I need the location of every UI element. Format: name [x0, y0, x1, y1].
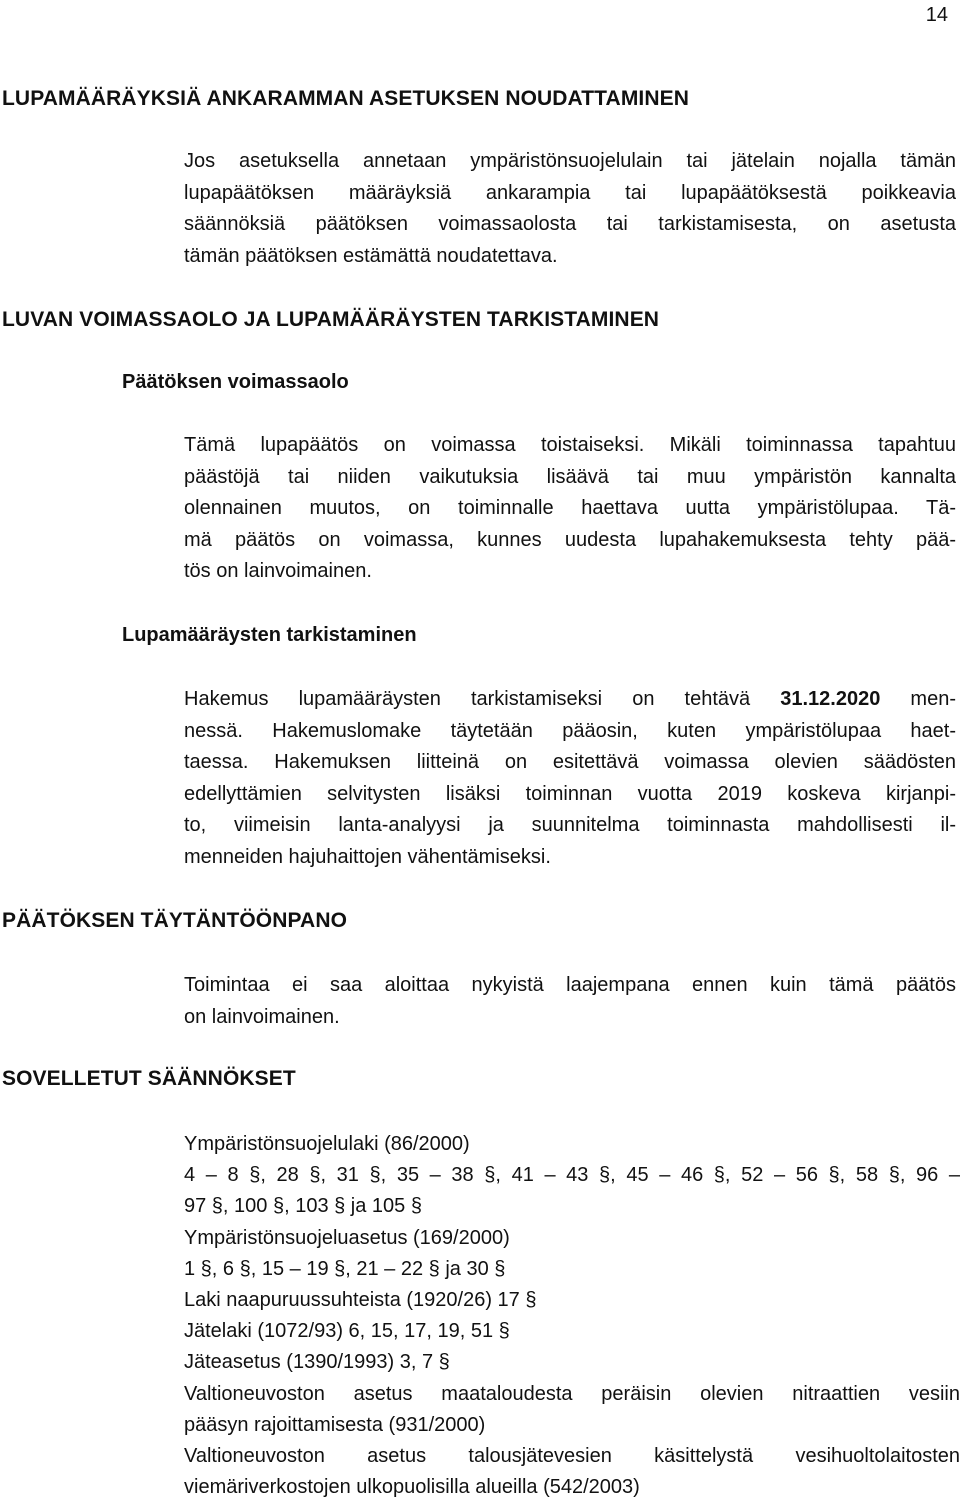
text-line: on lainvoimainen. — [184, 1005, 340, 1028]
text-line: Tämä lupapäätös on voimassa toistaiseksi. Mikäli toiminnassa tapahtuu — [184, 434, 956, 456]
text-line: mä päätös on voimassa, kunnes uudesta lupahakemuksesta tehty pää- — [184, 528, 956, 551]
text-line: Jos asetuksella annetaan ympäristönsuojelulain tai jätelain nojalla tämän — [184, 150, 956, 172]
list-item: Valtioneuvoston asetus talousjätevesien käsittelystä vesihuoltolaitosten — [184, 1445, 960, 1468]
paragraph-strict-rules — [184, 146, 956, 272]
text-line: to, viimeisin lanta-analyysi ja suunnitelma toiminnasta mahdollisesti il- — [184, 814, 956, 837]
text-segment: men- — [880, 688, 957, 710]
paragraph-decision-validity — [184, 430, 956, 588]
text-line: tös on lainvoimainen. — [184, 560, 372, 583]
text-line: tämän päätöksen estämättä noudatettava. — [184, 244, 558, 267]
subheading-decision-validity: Päätöksen voimassaolo — [122, 371, 349, 393]
text-line: lupapäätöksen määräyksiä ankarampia tai lupapäätöksestä poikkeavia — [184, 181, 956, 204]
text-line — [184, 684, 956, 716]
heading-strict-rules: LUPAMÄÄRÄYKSIÄ ANKARAMMAN ASETUKSEN NOUDATTAMINEN — [2, 87, 689, 110]
text-line: päästöjä tai niiden vaikutuksia lisäävä tai muu ympäristön kannalta — [184, 465, 956, 488]
deadline-date: 31.12.2020 — [780, 688, 881, 710]
text-line: edellyttämien selvitysten lisäksi toiminnan vuotta 2019 koskeva kirjanpi- — [184, 782, 956, 805]
text-line: olennainen muutos, on toiminnalle haettava uutta ympäristölupaa. Tä- — [184, 497, 956, 520]
subheading-review: Lupamääräysten tarkistaminen — [122, 624, 417, 646]
list-item: 1 §, 6 §, 15 – 19 §, 21 – 22 § ja 30 § — [184, 1257, 506, 1280]
list-item: 97 §, 100 §, 103 § ja 105 § — [184, 1195, 422, 1218]
list-item: Laki naapuruussuhteista (1920/26) 17 § — [184, 1289, 537, 1312]
text-segment: Hakemus lupamääräysten tarkistamiseksi on tehtävä — [184, 688, 781, 710]
text-line: säännöksiä päätöksen voimassaolosta tai tarkistamisesta, on asetusta — [184, 213, 956, 236]
list-item: Ympäristönsuojeluasetus (169/2000) — [184, 1226, 510, 1249]
list-applied-provisions — [184, 1129, 960, 1503]
list-item: viemäriverkostojen ulkopuolisilla alueilla (542/2003) — [184, 1476, 640, 1499]
list-item: Valtioneuvoston asetus maataloudesta peräisin olevien nitraattien vesiin — [184, 1382, 960, 1405]
text-line: menneiden hajuhaittojen vähentämiseksi. — [184, 845, 551, 868]
paragraph-review — [184, 684, 956, 874]
heading-validity: LUVAN VOIMASSAOLO JA LUPAMÄÄRÄYSTEN TARKISTAMINEN — [2, 308, 660, 331]
text-line: nessä. Hakemuslomake täytetään pääosin, kuten ympäristölupaa haet- — [184, 719, 956, 742]
paragraph-enforcement — [184, 970, 956, 1033]
page-number: 14 — [925, 4, 948, 26]
heading-applied-provisions: SOVELLETUT SÄÄNNÖKSET — [2, 1067, 296, 1090]
list-item: Jäteasetus (1390/1993) 3, 7 § — [184, 1351, 450, 1374]
list-item: Jätelaki (1072/93) 6, 15, 17, 19, 51 § — [184, 1320, 510, 1343]
text-line: Toimintaa ei saa aloittaa nykyistä laajempana ennen kuin tämä päätös — [184, 974, 956, 996]
text-line: taessa. Hakemuksen liitteinä on esitettävä voimassa olevien säädösten — [184, 751, 956, 774]
heading-enforcement: PÄÄTÖKSEN TÄYTÄNTÖÖNPANO — [2, 909, 348, 932]
list-item: 4 – 8 §, 28 §, 31 §, 35 – 38 §, 41 – 43 §, 45 – 46 §, 52 – 56 §, 58 §, 96 – — [184, 1164, 960, 1187]
list-item: Ympäristönsuojelulaki (86/2000) — [184, 1133, 470, 1155]
list-item: pääsyn rajoittamisesta (931/2000) — [184, 1413, 486, 1436]
